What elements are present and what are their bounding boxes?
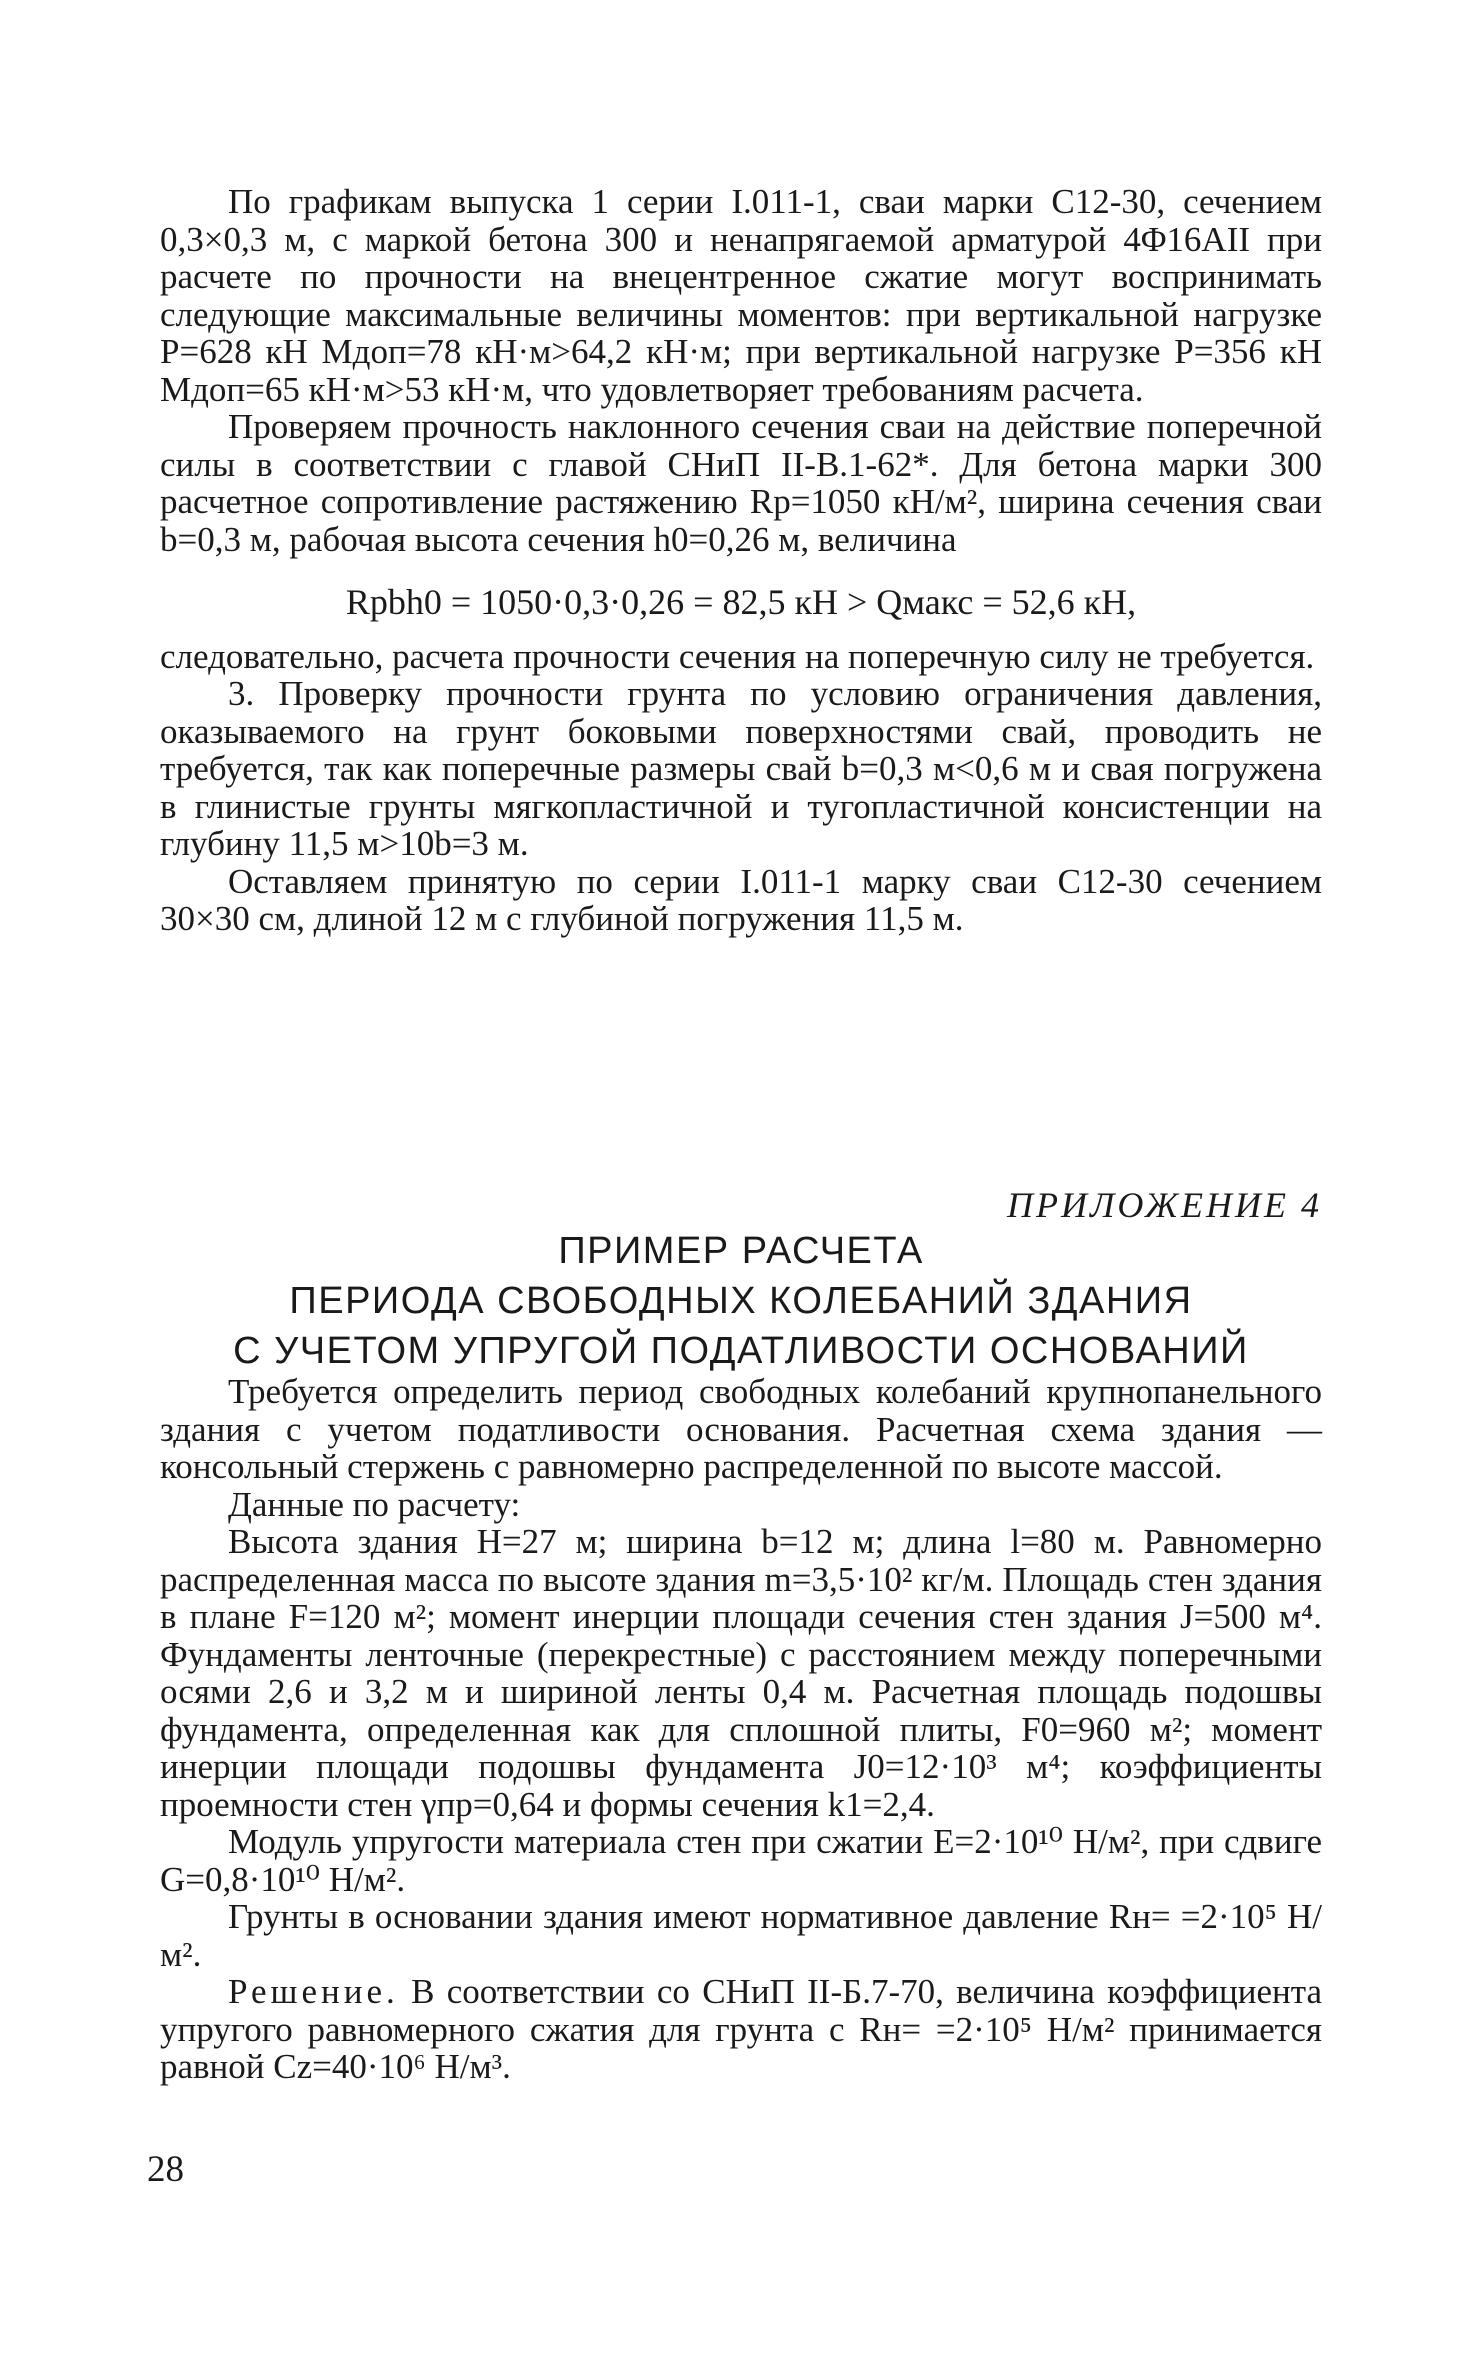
paragraph-intro: Требуется определить период свободных колебаний крупнопанельного здания с учетом податливости основания. Расчетная схема здания — консольный стержень с равномерно распределенной по высоте массой. — [160, 1372, 1322, 1486]
paragraph-conclusion-shear: следовательно, расчета прочности сечения на поперечную силу не требуется. — [160, 636, 1315, 676]
appendix-body — [160, 1373, 1322, 2086]
solution-label: Решение. — [228, 1972, 399, 2011]
paragraph-item-3: 3. Проверку прочности грунта по условию ограничения давления, оказываемого на грунт боковыми поверхностями свай, проводить не требуется, так как поперечные размеры свай b=0,3 м<0,6 м и свая погружена в глинистые грунты мягкопластичной и тугопластичной консистенции на глубину 11,5 м>10b=3 м. — [160, 674, 1322, 863]
paragraph-moments: По графикам выпуска 1 серии I.011-1, сваи марки С12-30, сечением 0,3×0,3 м, с маркой бетона 300 и ненапрягаемой арматурой 4Φ16АII при расчете по прочности на внецентренное сжатие могут воспринимать следующие максимальные величины моментов: при вертикальной нагрузке P=628 кН Mдоп=78 кН·м>64,2 кН·м; при вертикальной нагрузке P=356 кН Mдоп=65 кН·м>53 кН·м, что удовлетворяет требованиям расчета. — [160, 182, 1322, 409]
title-line-1: ПРИМЕР РАСЧЕТА — [558, 1230, 924, 1272]
paragraph-final-choice: Оставляем принятую по серии I.011-1 марку сваи С12-30 сечением 30×30 см, длиной 12 м с глубиной погружения 11,5 м. — [160, 861, 1322, 938]
paragraph-shear-check: Проверяем прочность наклонного сечения сваи на действие поперечной силы в соответствии с главой СНиП II-В.1-62*. Для бетона марки 300 расчетное сопротивление растяжению Rр=1050 кН/м², ширина сечения сваи b=0,3 м, рабочая высота сечения h0=0,26 м, величина — [160, 407, 1322, 559]
formula-shear: Rрbh0 = 1050·0,3·0,26 = 82,5 кН > Qмакс = 52,6 кН, — [345, 582, 1137, 622]
title-line-2: ПЕРИОДА СВОБОДНЫХ КОЛЕБАНИЙ ЗДАНИЯ — [289, 1280, 1193, 1322]
page-number: 28 — [147, 2149, 184, 2190]
appendix-title — [160, 1226, 1322, 1376]
data-heading: Данные по расчету: — [228, 1484, 521, 1524]
paragraph-soil: Грунты в основании здания имеют нормативное давление Rн= =2·10⁵ Н/м². — [160, 1897, 1322, 1974]
paragraph-modulus: Модуль упругости материала стен при сжатии E=2·10¹⁰ Н/м², при сдвиге G=0,8·10¹⁰ Н/м². — [160, 1822, 1322, 1899]
upper-text — [160, 183, 1322, 938]
appendix-label: ПРИЛОЖЕНИЕ 4 — [1007, 1185, 1322, 1225]
paragraph-solution — [160, 1973, 1322, 2086]
title-line-3: С УЧЕТОМ УПРУГОЙ ПОДАТЛИВОСТИ ОСНОВАНИЙ — [233, 1330, 1249, 1372]
paragraph-input-data: Высота здания H=27 м; ширина b=12 м; длина l=80 м. Равномерно распределенная масса по высоте здания m=3,5·10² кг/м. Площадь стен здания в плане F=120 м²; момент инерции площади сечения стен здания J=500 м⁴. Фундаменты ленточные (перекрестные) с расстоянием между поперечными осями 2,6 и 3,2 м и шириной ленты 0,4 м. Расчетная площадь подошвы фундамента, определенная как для сплошной плиты, F0=960 м²; момент инерции площади подошвы фундамента J0=12·10³ м⁴; коэффициенты проемности стен γпр=0,64 и формы сечения k1=2,4. — [160, 1522, 1322, 1824]
solution-text: В соответствии со СНиП II-Б.7-70, величина коэффициента упругого равномерного сжатия для грунта с Rн= =2·10⁵ Н/м² принимается равной Cz=40·10⁶ Н/м³. — [160, 1972, 1322, 2086]
